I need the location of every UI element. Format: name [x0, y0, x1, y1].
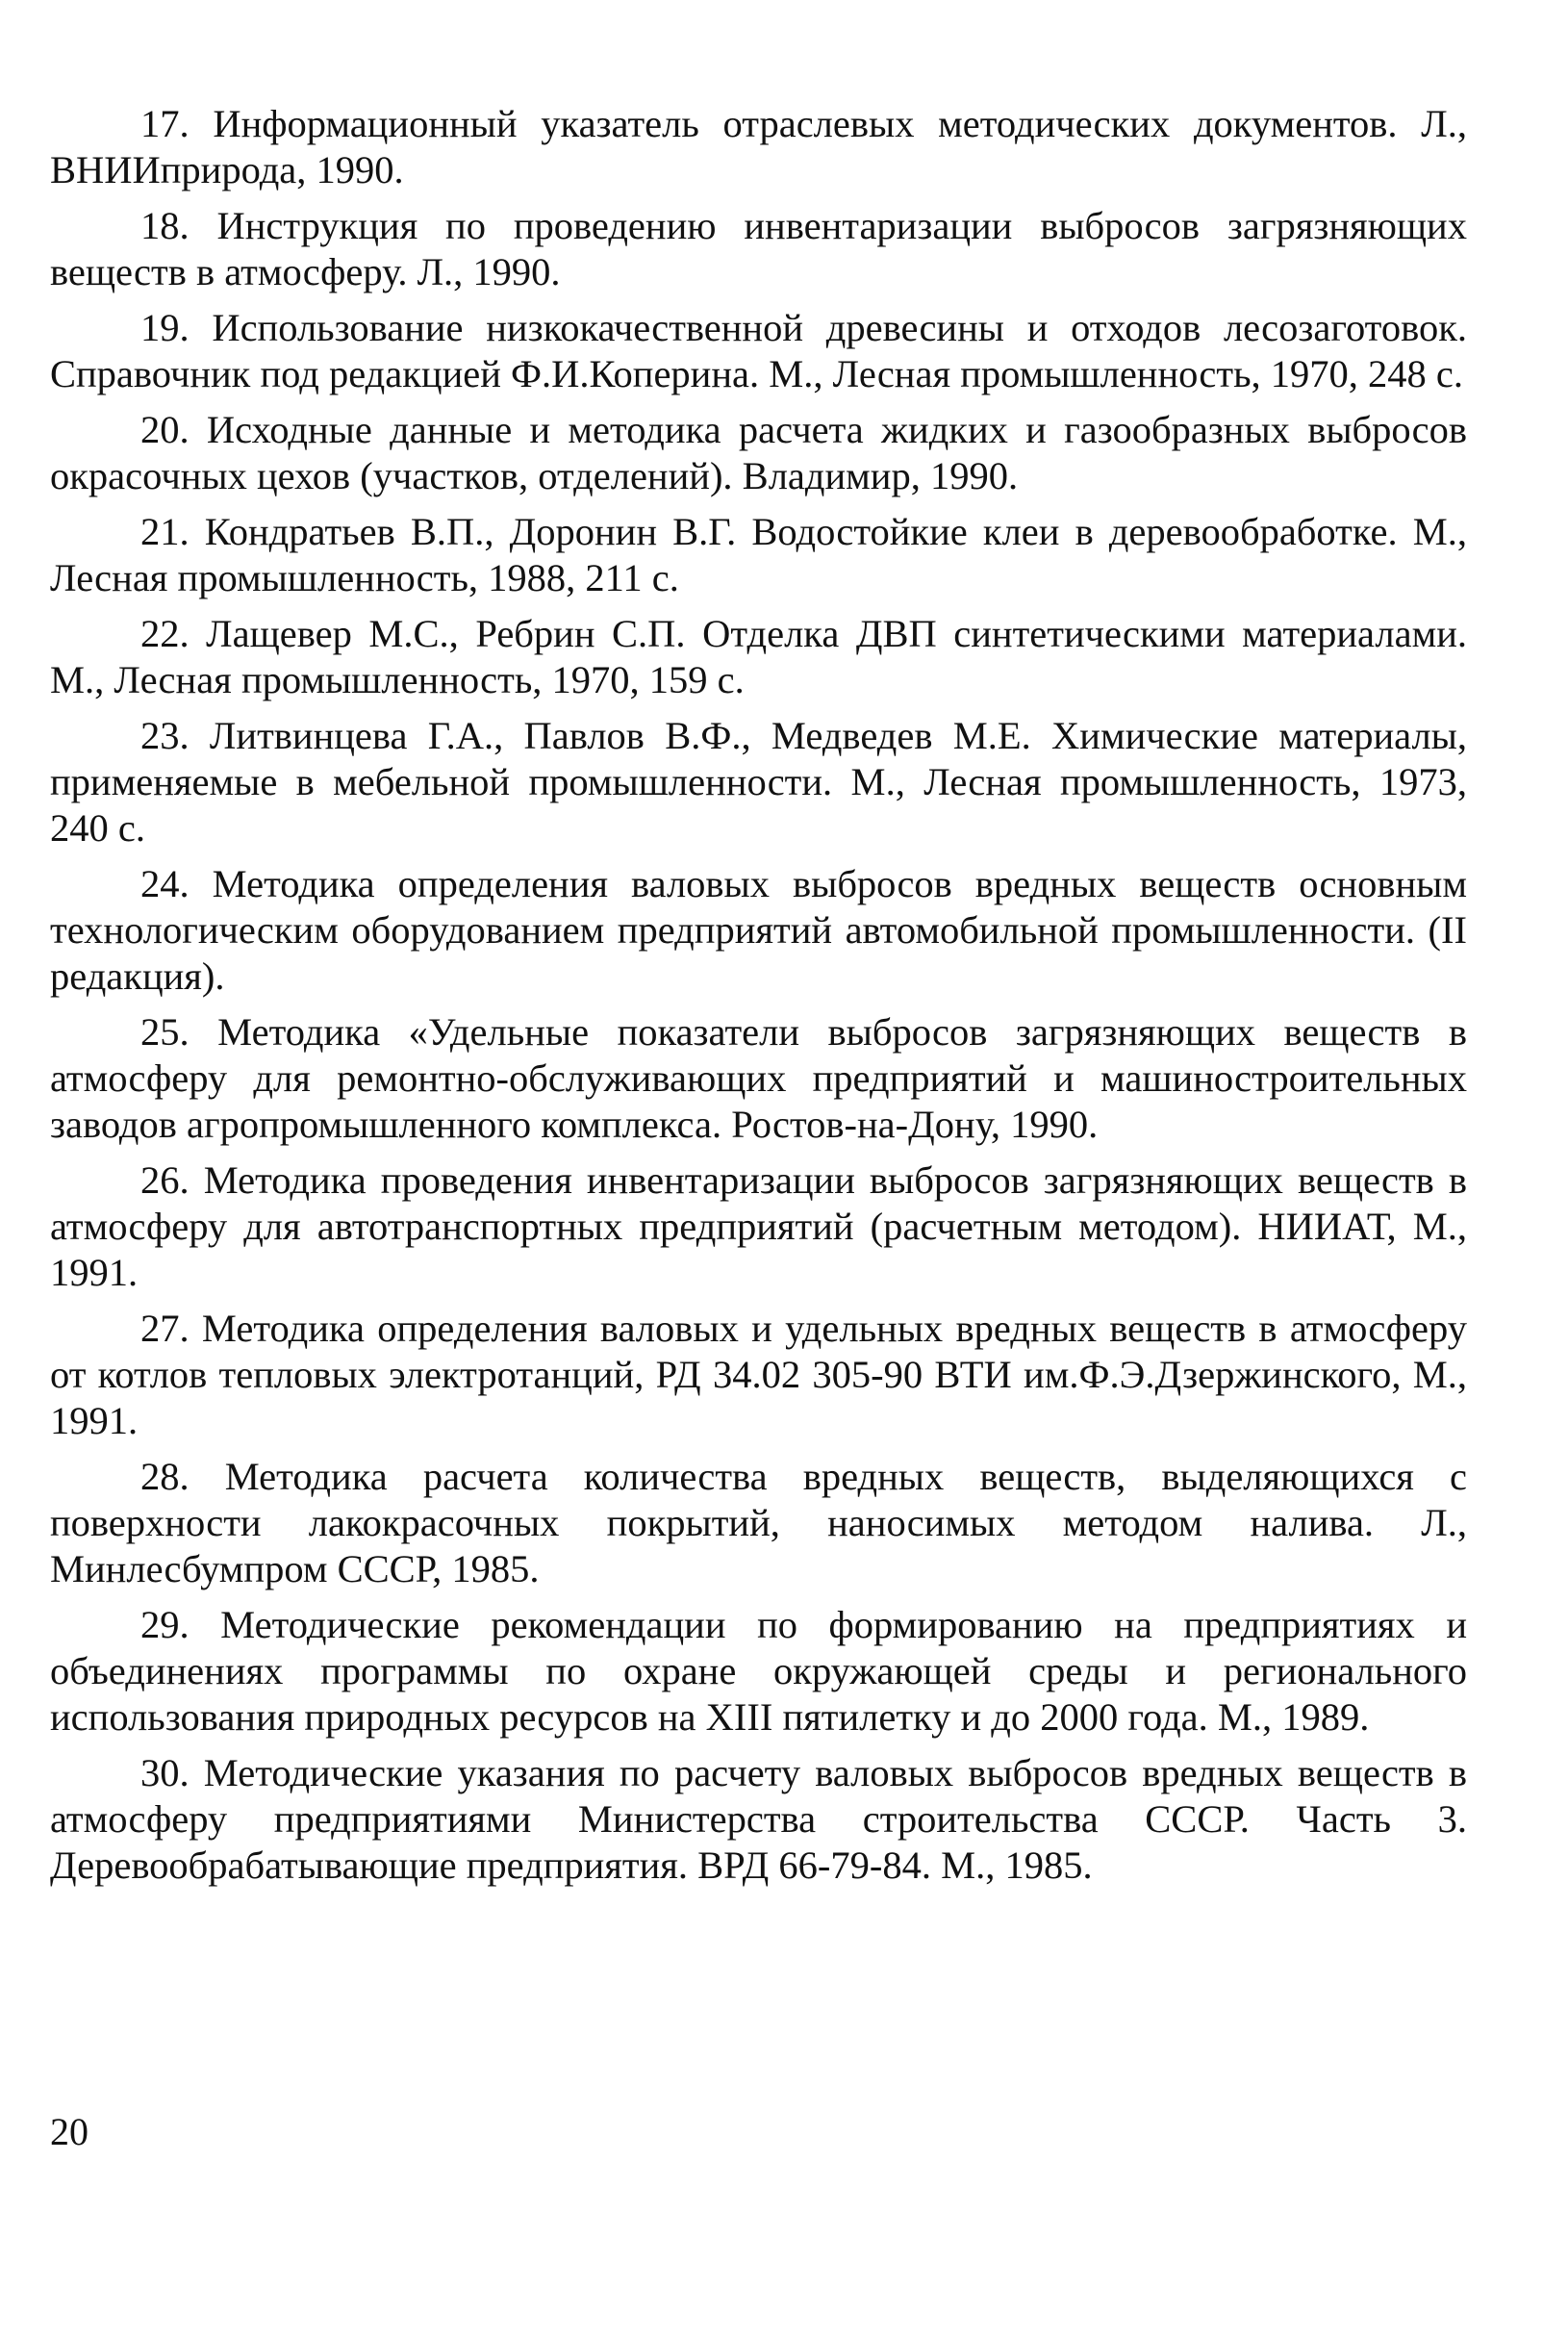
- reference-item-29: 29. Методические рекомендации по формированию на предприятиях и объединениях программы по охране окружающей среды и регионального использования природных ресурсов на XIII пятилетку и до 2000 года. М., 1989.: [50, 1603, 1467, 1739]
- reference-item-24: 24. Методика определения валовых выбросов вредных веществ основным технологическим оборудованием предприятий автомобильной промышленности. (II редакция).: [50, 862, 1467, 998]
- reference-item-18: 18. Инструкция по проведению инвентаризации выбросов загрязняющих веществ в атмосферу. Л., 1990.: [50, 204, 1467, 293]
- reference-item-22: 22. Лащевер М.С., Ребрин С.П. Отделка ДВП синтетическими материалами. М., Лесная промышленность, 1970, 159 с.: [50, 612, 1467, 701]
- reference-item-20: 20. Исходные данные и методика расчета жидких и газообразных выбросов окрасочных цехов (участков, отделений). Владимир, 1990.: [50, 408, 1467, 497]
- reference-item-28: 28. Методика расчета количества вредных веществ, выделяющихся с поверхности лакокрасочных покрытий, наносимых методом налива. Л., Минлесбумпром СССР, 1985.: [50, 1455, 1467, 1590]
- reference-item-26: 26. Методика проведения инвентаризации выбросов загрязняющих веществ в атмосферу для автотранспортных предприятий (расчетным методом). НИИАТ, М., 1991.: [50, 1158, 1467, 1294]
- reference-item-25: 25. Методика «Удельные показатели выбросов загрязняющих веществ в атмосферу для ремонтно-обслуживающих предприятий и машиностроительных заводов агропромышленного комплекса. Ростов-на-Дону, 1990.: [50, 1010, 1467, 1146]
- reference-item-27: 27. Методика определения валовых и удельных вредных веществ в атмосферу от котлов тепловых электротанций, РД 34.02 305-90 ВТИ им.Ф.Э.Дзержинского, М., 1991.: [50, 1307, 1467, 1442]
- reference-item-21: 21. Кондратьев В.П., Доронин В.Г. Водостойкие клеи в деревообработке. М., Лесная промышленность, 1988, 211 с.: [50, 510, 1467, 599]
- reference-item-23: 23. Литвинцева Г.А., Павлов В.Ф., Медведев М.Е. Химические материалы, применяемые в мебельной промышленности. М., Лесная промышленность, 1973, 240 с.: [50, 714, 1467, 850]
- reference-item-19: 19. Использование низкокачественной древесины и отходов лесозаготовок. Справочник под редакцией Ф.И.Коперина. М., Лесная промышленность, 1970, 248 с.: [50, 306, 1467, 395]
- reference-list: [50, 101, 1467, 1898]
- page-number: 20: [50, 2110, 89, 2153]
- reference-item-30: 30. Методические указания по расчету валовых выбросов вредных веществ в атмосферу предприятиями Министерства строительства СССР. Часть 3. Деревообрабатывающие предприятия. ВРД 66-79-84. М., 1985.: [50, 1751, 1467, 1887]
- reference-item-17: 17. Информационный указатель отраслевых методических документов. Л., ВНИИприрода, 1990.: [50, 102, 1467, 191]
